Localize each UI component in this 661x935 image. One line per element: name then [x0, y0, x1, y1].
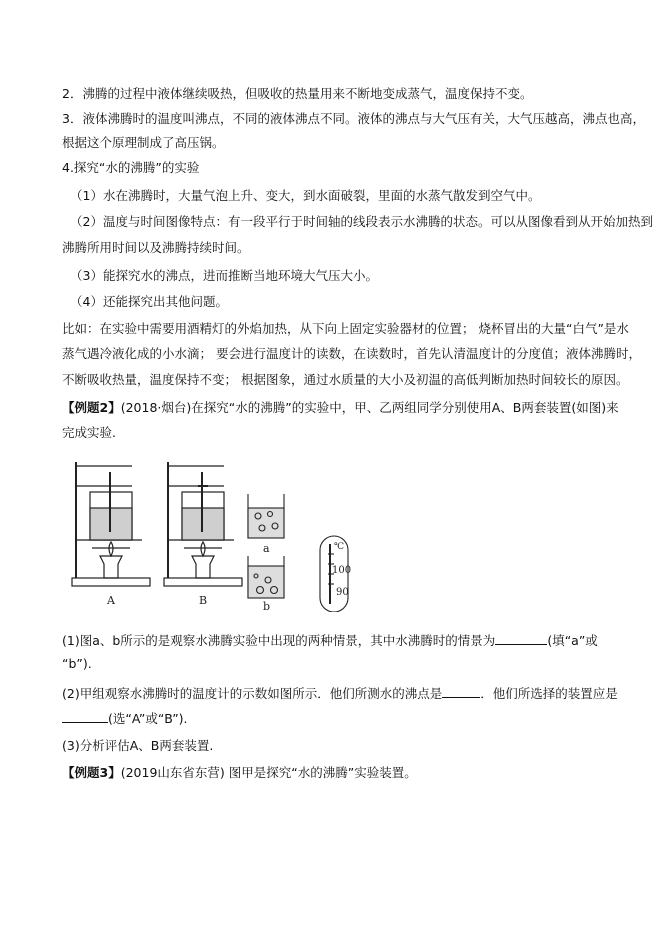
- label-b: b: [263, 600, 271, 612]
- list-item-1: （1）水在沸腾时，大量气泡上升、变大，到水面破裂，里面的水蒸气散发到空气中。: [70, 188, 541, 203]
- text-line-2: 3．液体沸腾时的温度叫沸点，不同的液体沸点不同。液体的沸点与大气压有关，大气压越高，沸点也高，: [62, 111, 645, 126]
- question-2: [62, 685, 618, 702]
- question-1-cont: “b”).: [62, 656, 92, 671]
- example-2-header: [62, 400, 619, 416]
- list-item-2-cont: 沸腾所用时间以及沸腾持续时间。: [62, 240, 250, 255]
- example-para-2: 蒸气遇冷液化成的小水滴； 要会进行温度计的读数，在读数时，首先认清温度计的分度值；液体沸腾时，: [62, 346, 641, 361]
- label-B: B: [199, 594, 208, 607]
- list-item-2: （2）温度与时间图像特点：有一段平行于时间轴的线段表示水沸腾的状态。可以从图像看到从开始加热到: [70, 214, 653, 229]
- question-2-cont: [62, 710, 603, 727]
- example-para-3: 不断吸收热量，温度保持不变； 根据图象，通过水质量的大小及初温的高低判断加热时间较长的原因。: [62, 372, 629, 387]
- list-item-3: （3）能探究水的沸点，进而推断当地环境大气压大小。: [70, 268, 378, 283]
- question-2-text: (2)甲组观察水沸腾时的温度计的示数如图所示．他们所测水的沸点是: [62, 686, 443, 701]
- example-2-text: (2018·烟台)在探究“水的沸腾”的实验中，甲、乙两组同学分别使用A、B两套装置(如图)来: [120, 400, 619, 415]
- example-3-tag: 【例题3】: [62, 765, 121, 780]
- example-2-text-cont: 完成实验.: [62, 425, 116, 440]
- tick-100: 100: [332, 565, 352, 576]
- question-2-hint: (选“A”或“B”).: [108, 711, 188, 726]
- question-3: (3)分析评估A、B两套装置.: [62, 738, 214, 753]
- example-para-1: 比如：在实验中需要用酒精灯的外焰加热，从下向上固定实验器材的位置； 烧杯冒出的大量“白气”是水: [62, 321, 629, 336]
- apparatus-b: [164, 462, 242, 586]
- question-2-text-b: ．他们所选择的装置应是: [480, 686, 618, 701]
- answer-blank-1: [495, 632, 547, 645]
- section-heading: 4.探究“水的沸腾”的实验: [62, 160, 200, 175]
- question-1-hint: (填“a”或: [547, 633, 598, 648]
- tick-90: 90: [336, 587, 349, 598]
- label-a: a: [263, 542, 270, 555]
- example-3-text: (2019山东省东营) 图甲是探究“水的沸腾”实验装置。: [120, 765, 417, 780]
- beaker-b: [248, 556, 284, 598]
- example-3-header: [62, 765, 603, 781]
- apparatus-figure: [62, 452, 352, 612]
- example-2-tag: 【例题2】: [62, 400, 121, 415]
- apparatus-a: [72, 462, 150, 586]
- question-1: [62, 632, 603, 649]
- unit-label: ℃: [334, 542, 345, 552]
- answer-blank-3: [62, 710, 108, 723]
- list-item-4: （4）还能探究出其他问题。: [70, 294, 228, 309]
- beaker-a: [248, 494, 284, 538]
- text-line-3: 根据这个原理制成了高压锅。: [62, 135, 225, 150]
- answer-blank-2: [442, 685, 480, 698]
- label-A: A: [107, 594, 115, 607]
- question-1-text: (1)图a、b所示的是观察水沸腾实验中出现的两种情景，其中水沸腾时的情景为: [62, 633, 496, 648]
- text-line-1: 2．沸腾的过程中液体继续吸热，但吸收的热量用来不断地变成蒸气，温度保持不变。: [62, 86, 533, 101]
